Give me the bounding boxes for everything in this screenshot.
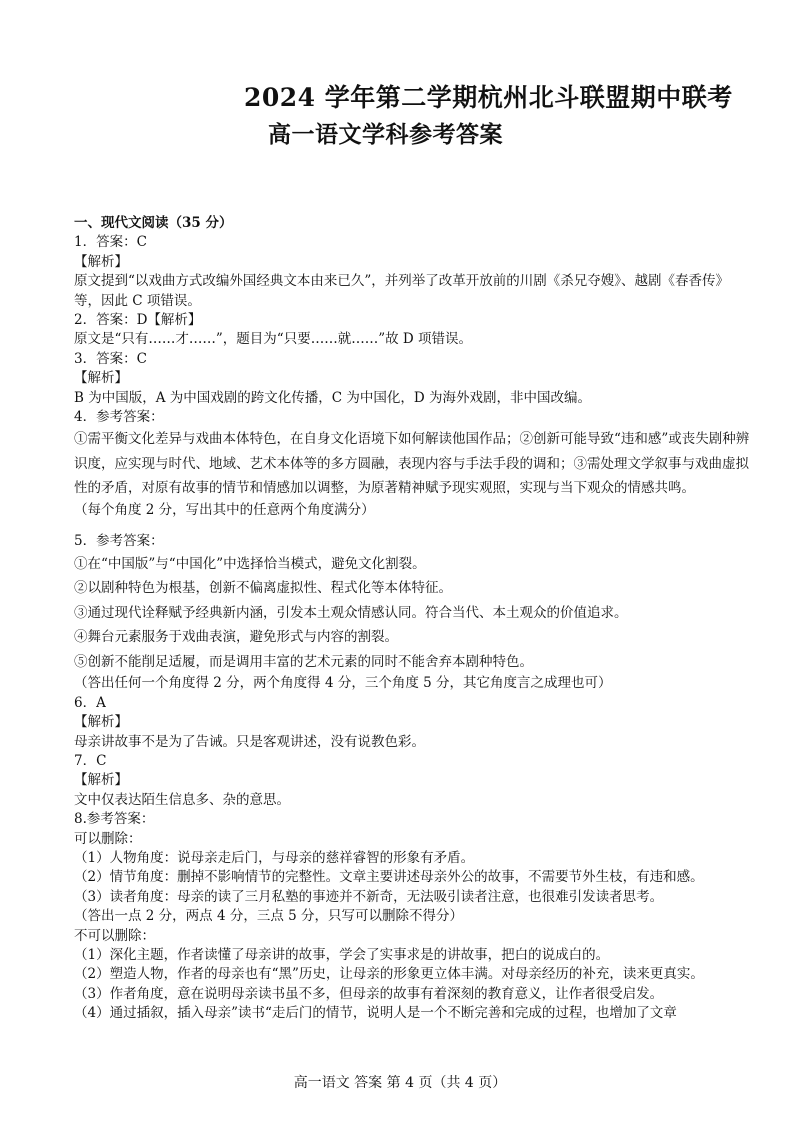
q8-can-scoring-note: （答出一点 2 分，两点 4 分，三点 5 分，只写可以删除不得分） xyxy=(74,908,464,925)
q5-item: ②以剧种特色为根基，创新不偏离虚拟性、程式化等本体特征。 xyxy=(74,580,452,597)
q5-item: ⑤创新不能削足适履，而是调用丰富的艺术元素的同时不能舍弃本剧种特色。 xyxy=(74,653,533,670)
q5-item: ①在“中国版”与“中国化”中选择恰当模式，避免文化割裂。 xyxy=(74,555,426,572)
q7-analysis-label: 【解析】 xyxy=(74,772,128,789)
q3-analysis-label: 【解析】 xyxy=(74,370,128,387)
q6-analysis-text: 母亲讲故事不是为了告诫。只是客观讲述，没有说教色彩。 xyxy=(74,733,425,750)
q8-answer: 8.参考答案： xyxy=(74,811,155,828)
q2-answer: 2．答案：D【解析】 xyxy=(74,312,202,329)
q8-cannot-item: （1）深化主题，作者读懂了母亲讲的故事，学会了实事求是的讲故事，把白的说成白的。 xyxy=(74,946,610,963)
q8-cannot-item: （3）作者角度，意在说明母亲读书虽不多，但母亲的故事有着深刻的教育意义，让作者很受启发。 xyxy=(74,985,664,1002)
q4-scoring-note: （每个角度 2 分，写出其中的任意两个角度满分） xyxy=(74,501,375,518)
q4-answer-text: ①需平衡文化差异与戏曲本体特色，在自身文化语境下如何解读他国作品；②创新可能导致“违和感”或丧失剧种辨识度，应实现与时代、地域、艺术本体等的多方圆融，表现内容与手法手段的调和；③需处理文学叙事与戏曲虚拟性的矛盾，对原有故事的情节和情感加以调整，为原著精神赋予现实观照，实现与当下观众的情感共鸣。 xyxy=(74,431,750,497)
q8-cannot-item: （2）塑造人物，作者的母亲也有“黑”历史，让母亲的形象更立体丰满。对母亲经历的补充，读来更真实。 xyxy=(74,966,704,983)
q5-scoring-note: （答出任何一个角度得 2 分，两个角度得 4 分，三个角度 5 分，其它角度言之成理也可） xyxy=(74,675,612,692)
q8-can-delete-label: 可以删除： xyxy=(74,830,142,847)
q4-answer: 4．参考答案： xyxy=(74,409,164,426)
q8-cannot-delete-label: 不可以删除： xyxy=(74,927,155,944)
q1-answer: 1．答案：C xyxy=(74,234,147,251)
q7-analysis-text: 文中仅表达陌生信息多、杂的意思。 xyxy=(74,791,290,808)
q5-item: ③通过现代诠释赋予经典新内涵，引发本土观众情感认同。符合当代、本土观众的价值追求。 xyxy=(74,604,628,621)
q1-analysis-label: 【解析】 xyxy=(74,253,128,270)
q5-item: ④舞台元素服务于戏曲表演，避免形式与内容的割裂。 xyxy=(74,629,398,646)
answer-content xyxy=(74,214,754,1024)
page-subtitle: 高一语文学科参考答案 xyxy=(268,121,503,148)
q3-analysis-text: B 为中国版，A 为中国戏剧的跨文化传播，C 为中国化，D 为海外戏剧，非中国改编。 xyxy=(74,389,591,406)
q2-analysis-text: 原文是“只有……才……”，题目为“只要……就……”故 D 项错误。 xyxy=(74,331,473,348)
q3-answer: 3．答案：C xyxy=(74,350,147,367)
q1-analysis-text: 原文提到“以戏曲方式改编外国经典文本由来已久”，并列举了改革开放前的川剧《杀兄夺嫂》、越剧《春香传》等，因此 C 项错误。 xyxy=(74,273,730,309)
q7-answer: 7．C xyxy=(74,752,107,769)
q8-cannot-item: （4）通过插叙，插入母亲”读书“走后门的情节，说明人是一个不断完善和完成的过程，也增加了文章 xyxy=(74,1005,677,1022)
q5-answer: 5．参考答案： xyxy=(74,533,164,550)
q8-can-item: （3）读者角度：母亲的读了三月私塾的事迹并不新奇，无法吸引读者注意，也很难引发读者思考。 xyxy=(74,888,664,905)
q6-analysis-label: 【解析】 xyxy=(74,714,128,731)
q8-can-item: （1）人物角度：说母亲走后门，与母亲的慈祥睿智的形象有矛盾。 xyxy=(74,849,475,866)
q8-can-item: （2）情节角度：删掉不影响情节的完整性。文章主要讲述母亲外公的故事，不需要节外生枝，有违和感。 xyxy=(74,869,704,886)
page-footer: 高一语文 答案 第 4 页（共 4 页） xyxy=(293,1075,507,1091)
page-title: 2024 学年第二学期杭州北斗联盟期中联考 xyxy=(244,83,733,112)
section-heading: 一、现代文阅读（35 分） xyxy=(74,215,233,231)
q6-answer: 6．A xyxy=(74,694,106,711)
